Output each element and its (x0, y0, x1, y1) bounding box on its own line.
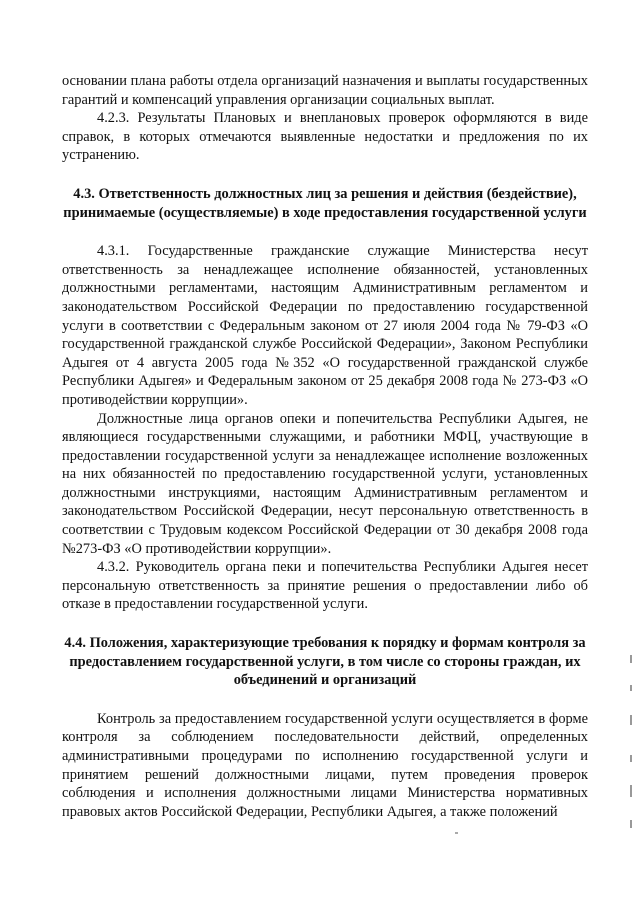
heading-4-4: 4.4. Положения, характеризующие требования к порядку и формам контроля за предоставлением государственной услуги, в том числе со стороны граждан, их объединений и организаций (64, 635, 586, 689)
paragraph-4-3-1: 4.3.1. Государственные гражданские служащие Министерства несут ответственность за ненадлежащее исполнение обязанностей, установленных должностными регламентами, настоящим Административным регламентом и законодательством Российской Федерации по предоставлению государственной услуги в соответствии с Федеральным законом от 27 июля 2004 года № 79-ФЗ «О государственной гражданской службе Российской Федерации», Законом Республики Адыгея от 4 августа 2005 года №352 «О государственной гражданской службе Республики Адыгея» и Федеральным законом от 25 декабря 2008 года № 273-ФЗ «О противодействии коррупции». (62, 243, 588, 408)
paragraph-4-2-3: 4.2.3. Результаты Плановых и внеплановых проверок оформляются в виде справок, в которых отмечаются выявленные недостатки и предложения по их устранению. (62, 110, 588, 164)
scan-edge-marks (630, 655, 634, 835)
paragraph-4-3-2: 4.3.2. Руководитель органа пеки и попечительства Республики Адыгея несет персональную ответственность за принятие решения о предоставлении либо об отказе в предоставлении государственной услуги. (62, 559, 588, 613)
scan-speck (455, 832, 458, 834)
paragraph-continuation: основании плана работы отдела организаций назначения и выплаты государственных гарантий и компенсаций управления организации социальных выплат. (62, 73, 588, 108)
paragraph-4-4: Контроль за предоставлением государственной услуги осуществляется в форме контроля за соблюдением последовательности действий, определенных административными процедурами по исполнению государственной услуги и принятием решений должностными лицами, путем проведения проверок соблюдения и исполнения должностными лицами Министерства нормативных правовых актов Российской Федерации, Республики Адыгея, а также положений (62, 710, 588, 820)
paragraph-officials-responsibility: Должностные лица органов опеки и попечительства Республики Адыгея, не являющиеся государственными служащими, и работники МФЦ, участвующие в предоставлении государственной услуги за ненадлежащее исполнение возложенных на них обязанностей по предоставлению государственной услуги, установленных должностными инструкциями, настоящим Административным регламентом и законодательством Российской Федерации, несут персональную ответственность в соответствии с Трудовым кодексом Российской Федерации от 30 декабря 2008 года №273-ФЗ «О противодействии коррупции». (62, 410, 588, 557)
heading-4-3: 4.3. Ответственность должностных лиц за решения и действия (бездействие), принимаемые (осуществляемые) в ходе предоставления государственной услуги (63, 185, 587, 221)
